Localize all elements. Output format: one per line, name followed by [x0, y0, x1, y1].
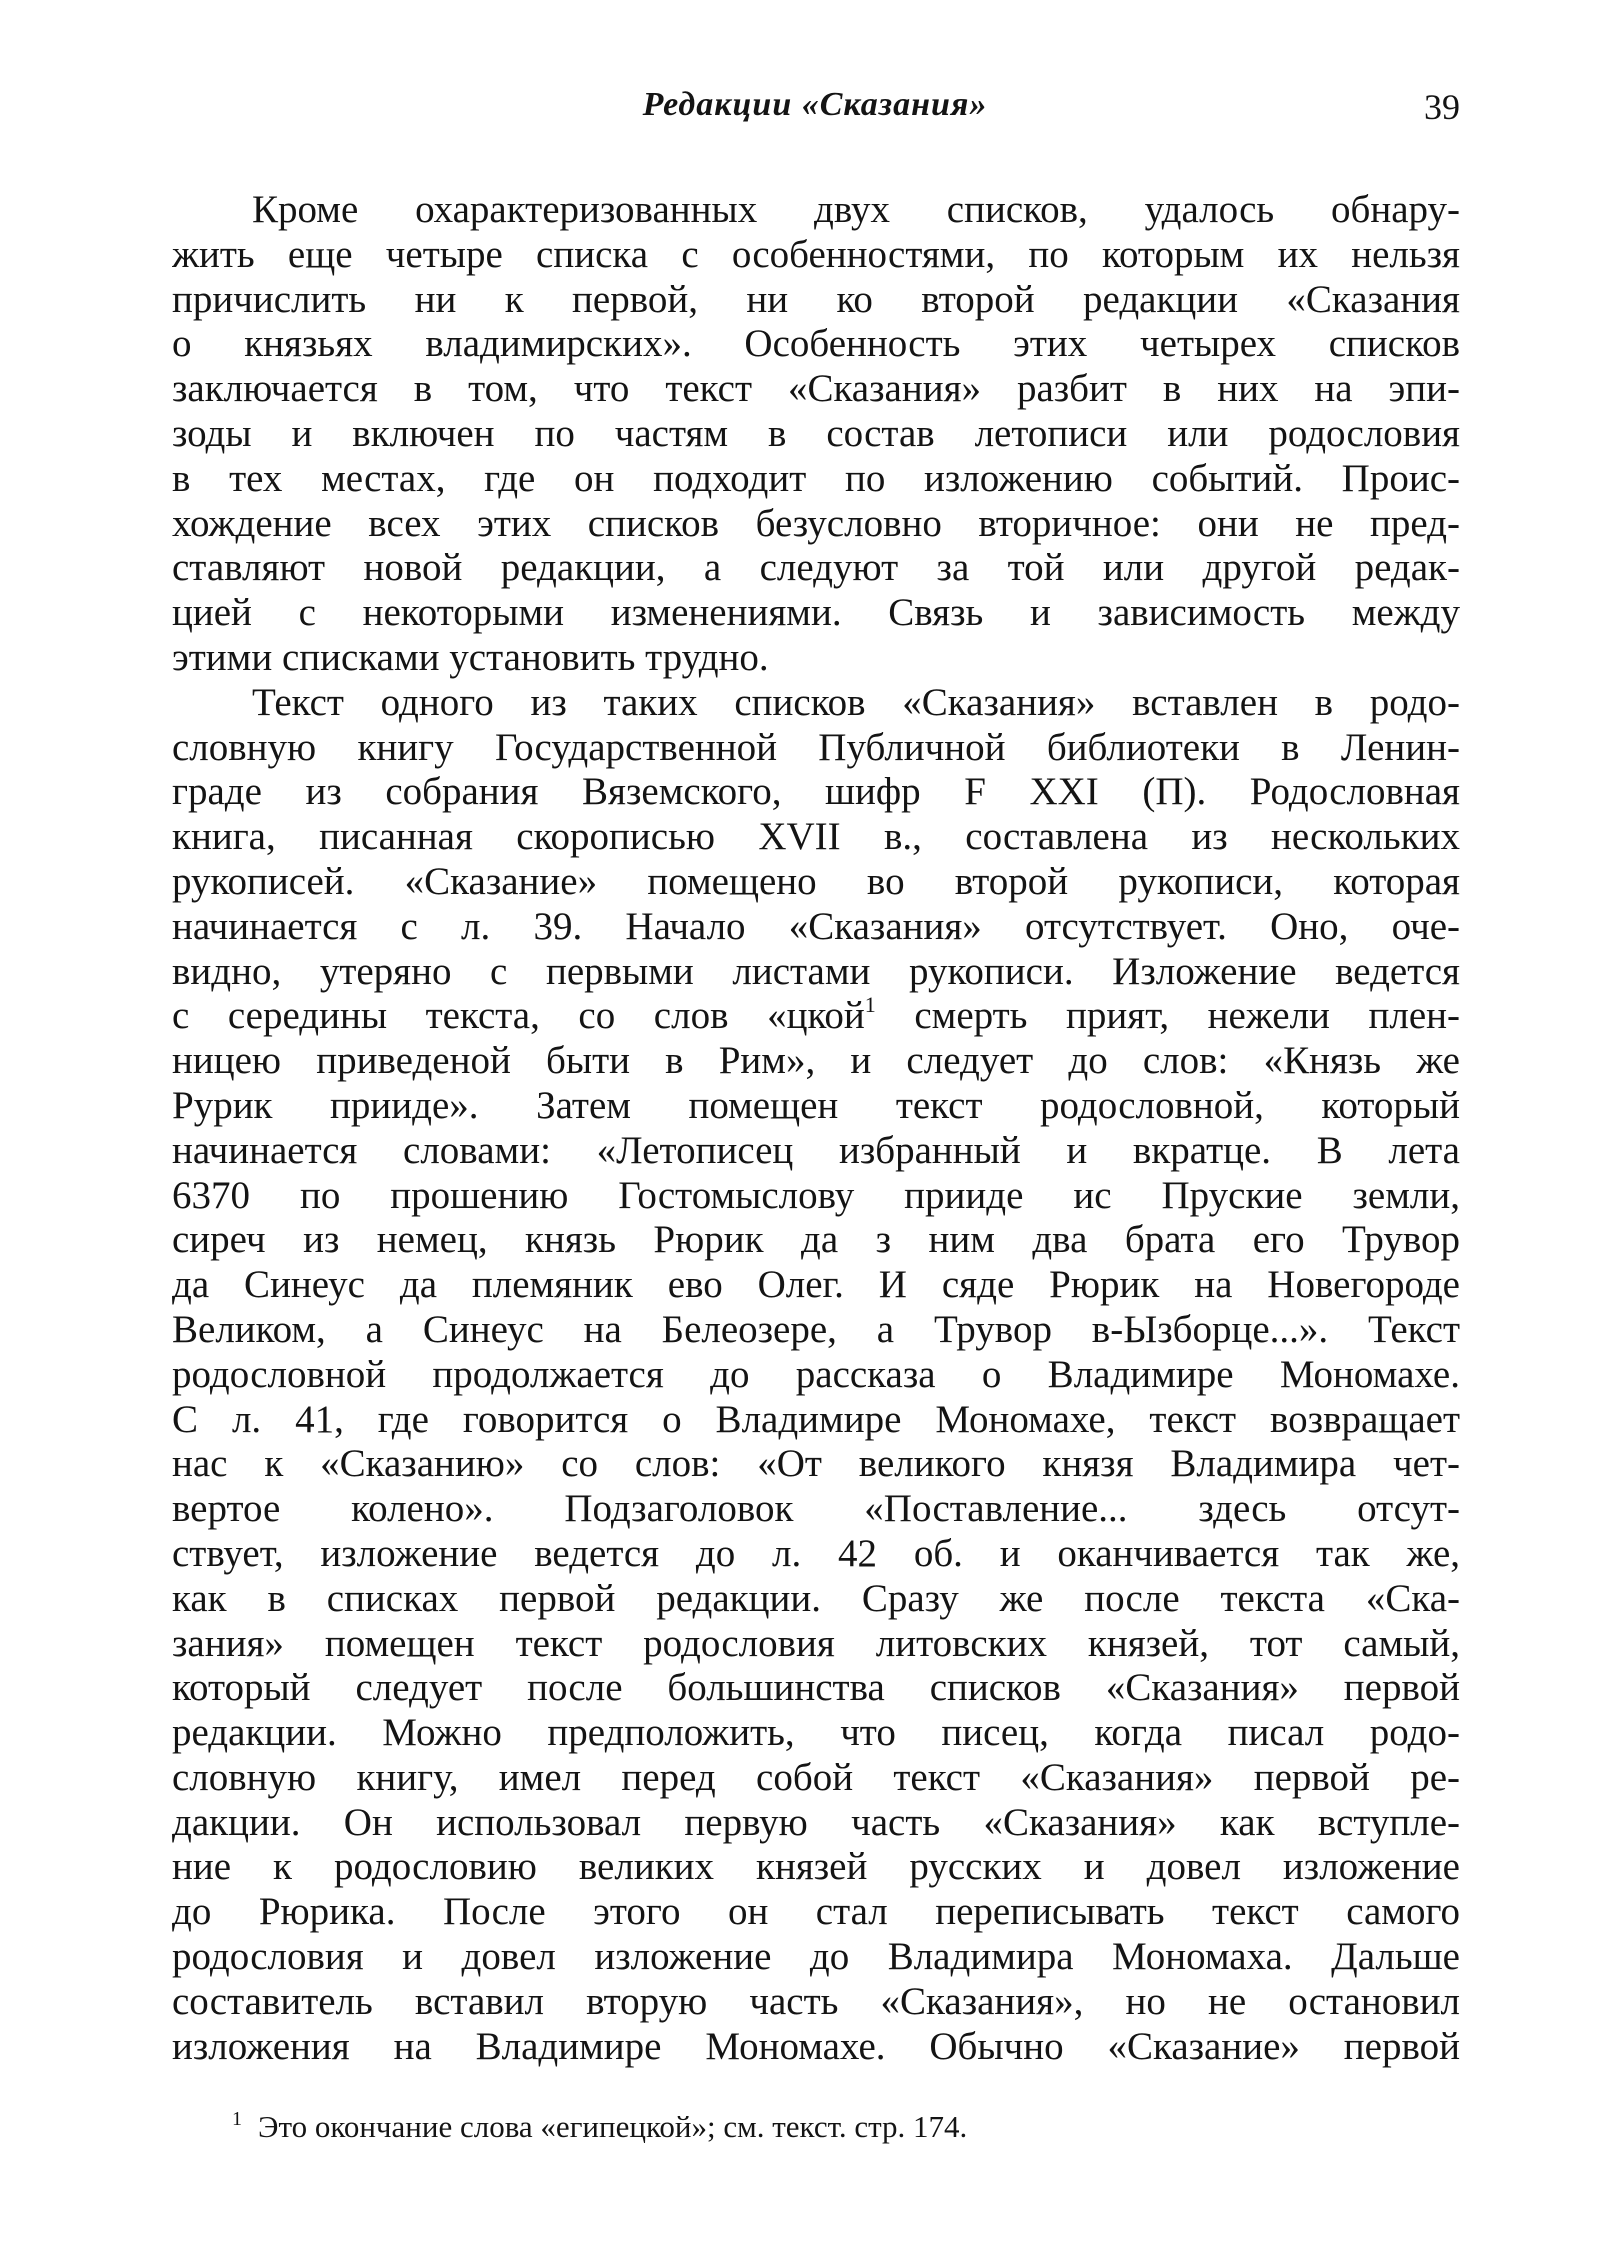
line-segment: смерть прият, нежели плен-	[875, 994, 1460, 1038]
text-line: граде из собрания Вяземского, шифр F XXI (П). Родословная	[172, 770, 1460, 814]
text-line: ницею приведеной быти в Рим», и следует до слов: «Князь же	[172, 1039, 1460, 1083]
footnote	[232, 2108, 967, 2145]
text-line: видно, утеряно с первыми листами рукописи. Изложение ведется	[172, 949, 1460, 993]
text-line: родословной продолжается до рассказа о Владимире Мономахе.	[172, 1352, 1460, 1396]
text-line: зоды и включен по частям в состав летописи или родословия	[172, 411, 1460, 455]
running-title: Редакции «Сказания»	[642, 86, 988, 123]
text-line: редакции. Можно предположить, что писец, когда писал родо-	[172, 1711, 1460, 1755]
footnote-text: Это окончание слова «египецкой»; см. текст. стр. 174.	[258, 2109, 968, 2144]
text-line-with-footnote	[172, 994, 1460, 1039]
text-line: до Рюрика. После этого он стал переписывать текст самого	[172, 1890, 1460, 1934]
text-line: вертое колено». Подзаголовок «Поставление... здесь отсут-	[172, 1487, 1460, 1531]
text-line: этими списками установить трудно.	[172, 635, 769, 679]
text-line: рукописей. «Сказание» помещено во второй рукописи, которая	[172, 859, 1460, 903]
text-line: начинается с л. 39. Начало «Сказания» отсутствует. Оно, оче-	[172, 904, 1460, 948]
text-line: причислить ни к первой, ни ко второй редакции «Сказания	[172, 277, 1460, 321]
text-line: начинается словами: «Летописец избранный и вкратце. В лета	[172, 1128, 1460, 1172]
text-line: ние к родословию великих князей русских и довел изложение	[172, 1845, 1460, 1889]
line-segment: с середины текста, со слов «цкой	[172, 994, 865, 1038]
text-line: Рурик прииде». Затем помещен текст родословной, который	[172, 1083, 1460, 1127]
text-line: словную книгу, имел перед собой текст «Сказания» первой ре-	[172, 1755, 1460, 1799]
text-line: ствует, изложение ведется до л. 42 об. и оканчивается так же,	[172, 1531, 1460, 1575]
text-line: в тех местах, где он подходит по изложению событий. Проис-	[172, 456, 1460, 500]
text-line: нас к «Сказанию» со слов: «От великого князя Владимира чет-	[172, 1442, 1460, 1486]
page-number: 39	[1424, 87, 1460, 127]
text-line: о князьях владимирских». Особенность этих четырех списков	[172, 322, 1460, 366]
text-line: цией с некоторыми изменениями. Связь и зависимость между	[172, 591, 1460, 635]
text-line: хождение всех этих списков безусловно вторичное: они не пред-	[172, 501, 1460, 545]
text-line: как в списках первой редакции. Сразу же после текста «Ска-	[172, 1576, 1460, 1620]
running-header	[170, 86, 1460, 146]
footnote-mark: 1	[232, 2108, 242, 2130]
text-line: Кроме охарактеризованных двух списков, удалось обнару-	[252, 188, 1460, 231]
text-line: Текст одного из таких списков «Сказания» вставлен в родо-	[252, 680, 1460, 724]
text-line: 6370 по прошению Гостомыслову прииде ис Пруские земли,	[172, 1173, 1460, 1217]
text-line: родословия и довел изложение до Владимира Мономаха. Дальше	[172, 1935, 1460, 1979]
text-line: С л. 41, где говорится о Владимире Мономахе, текст возвращает	[172, 1397, 1460, 1441]
text-line: дакции. Он использовал первую часть «Сказания» как вступле-	[172, 1800, 1460, 1844]
text-line: изложения на Владимире Мономахе. Обычно «Сказание» первой	[172, 2024, 1460, 2068]
text-line: да Синеус да племяник ево Олег. И сяде Рюрик на Новегороде	[172, 1263, 1460, 1307]
text-line: ставляют новой редакции, а следуют за той или другой редак-	[172, 546, 1460, 590]
text-line: который следует после большинства списков «Сказания» первой	[172, 1666, 1460, 1710]
footnote-reference[interactable]: 1	[864, 994, 876, 1018]
text-line: Великом, а Синеус на Белеозере, а Трувор в-Ызборце...». Текст	[172, 1307, 1460, 1351]
text-line: книга, писанная скорописью XVII в., составлена из нескольких	[172, 815, 1460, 859]
text-line: заключается в том, что текст «Сказания» разбит в них на эпи-	[172, 367, 1460, 411]
text-line: словную книгу Государственной Публичной библиотеки в Ленин-	[172, 725, 1460, 769]
text-line: жить еще четыре списка с особенностями, по которым их нельзя	[172, 232, 1460, 276]
body-text	[172, 188, 1460, 2069]
text-line: составитель вставил вторую часть «Сказания», но не остановил	[172, 1979, 1460, 2023]
text-line: сиреч из немец, князь Рюрик да з ним два брата его Трувор	[172, 1218, 1460, 1262]
text-line: зания» помещен текст родословия литовских князей, тот самый,	[172, 1621, 1460, 1665]
